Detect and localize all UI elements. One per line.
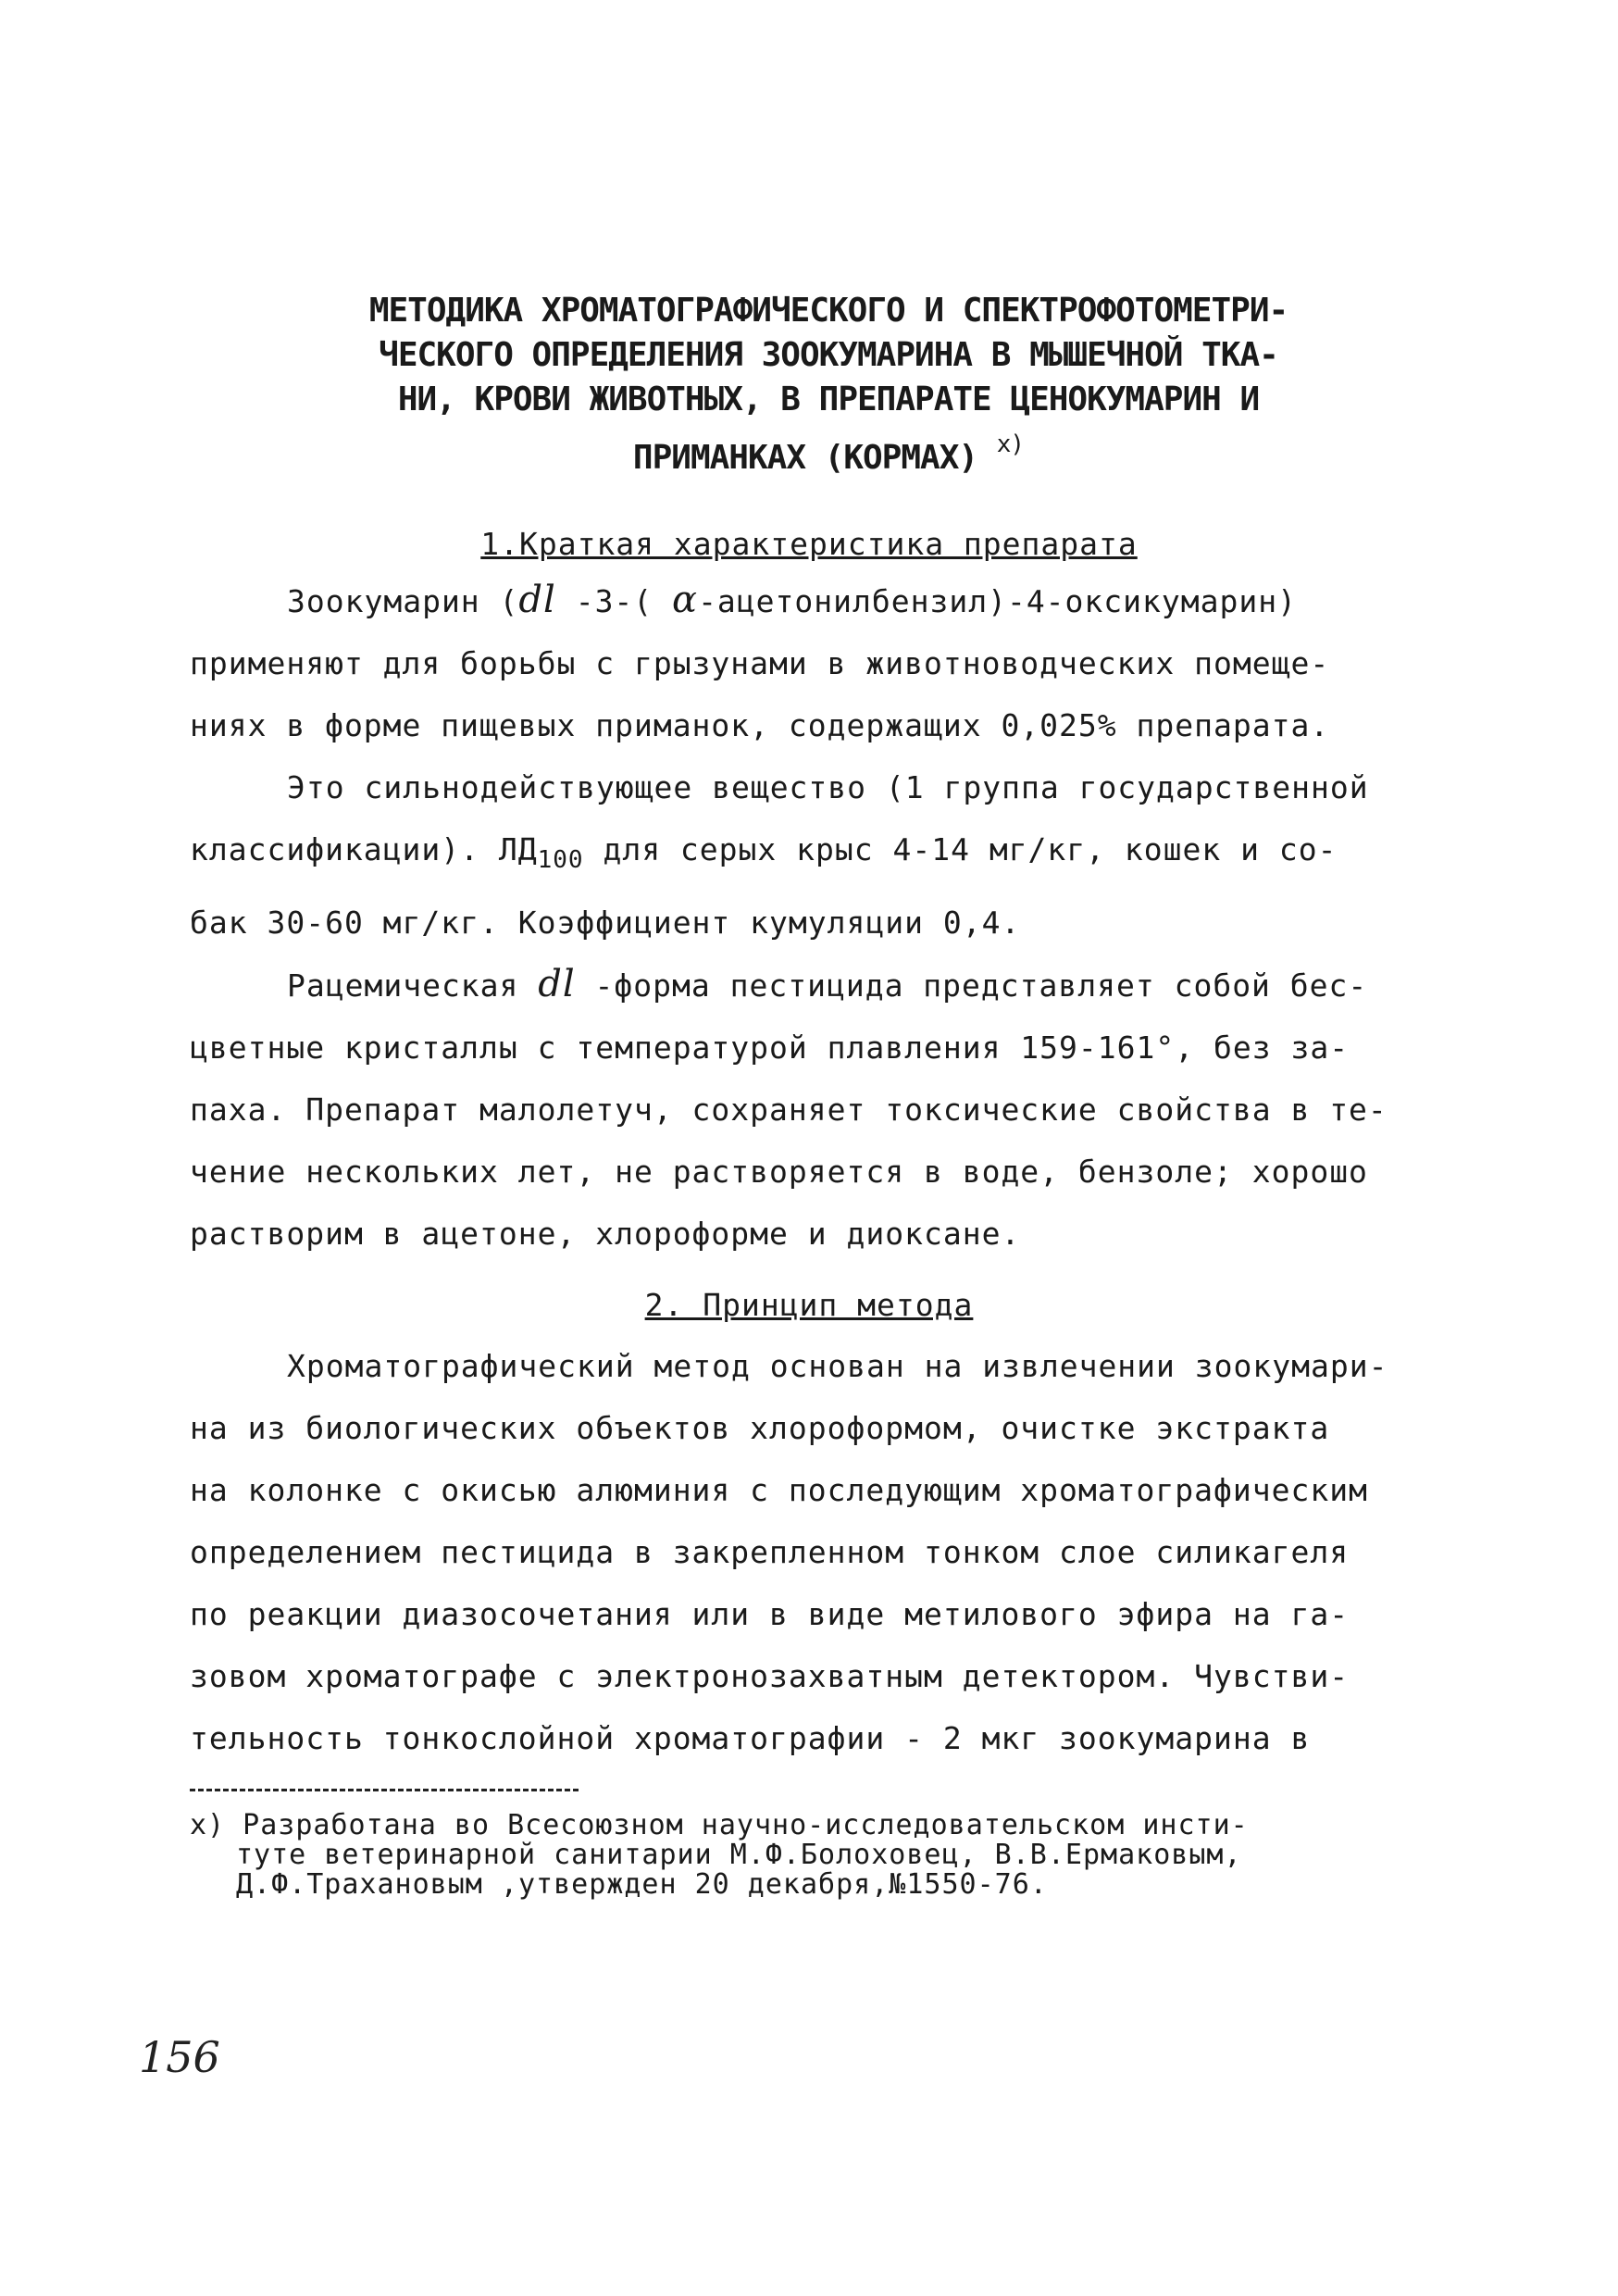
section-heading-2: 2. Принцип метода: [644, 1287, 974, 1323]
text-line: цветные кристаллы с температурой плавления 159-161°, без за-: [190, 1029, 1350, 1066]
section-2-body: [190, 1335, 1467, 1769]
footnote-line: x) Разработана во Всесоюзном научно-исследовательском инсти-: [190, 1809, 1249, 1841]
section-heading-1: 1.Краткая характеристика препарата: [480, 526, 1138, 562]
title-line-text: ПРИМАНКАХ (КОРМАХ): [632, 439, 978, 477]
text-line: ниях в форме пищевых приманок, содержащих 0,025% препарата.: [190, 707, 1330, 743]
text-line: [190, 818, 1467, 892]
text-line: [190, 954, 1467, 1017]
document-title: [315, 289, 1342, 480]
footnote-mark: x): [996, 430, 1025, 458]
text-line: чение нескольких лет, не растворяется в воде, бензоле; хорошо: [190, 1154, 1368, 1190]
text-line: на из биологических объектов хлороформом, очистке экстракта: [190, 1410, 1330, 1446]
text-line: Это сильнодействующее вещество (1 группа государственной: [287, 769, 1369, 805]
text-fragment: Зоокумарин (: [287, 583, 519, 619]
subscript: 100: [537, 846, 584, 874]
title-line: МЕТОДИКА ХРОМАТОГРАФИЧЕСКОГО И СПЕКТРОФОТОМЕТРИ-: [368, 292, 1288, 330]
text-line: по реакции диазосочетания или в виде метилового эфира на га-: [190, 1596, 1350, 1632]
text-fragment: -форма пестицида представляет собой бес-: [575, 967, 1368, 1004]
text-line: бак 30-60 мг/кг. Коэффициент кумуляции 0,4.: [190, 905, 1021, 941]
footnote-divider: [190, 1789, 579, 1791]
text-line: Хроматографический метод основан на извлечении зоокумари-: [287, 1348, 1388, 1384]
title-line: НИ, КРОВИ ЖИВОТНЫХ, В ПРЕПАРАТЕ ЦЕНОКУМАРИН И: [397, 381, 1260, 418]
text-fragment: -3-(: [555, 583, 673, 619]
text-fragment: для серых крыс 4-14 мг/кг, кошек и со-: [583, 831, 1338, 867]
text-line: паха. Препарат малолетуч, сохраняет токсические свойства в те-: [190, 1092, 1388, 1128]
dl-symbol: dl: [518, 579, 556, 621]
title-line: ЧЕСКОГО ОПРЕДЕЛЕНИЯ ЗООКУМАРИНА В МЫШЕЧНОЙ ТКА-: [379, 336, 1278, 374]
text-line: тельность тонкослойной хроматографии - 2 мкг зоокумарина в: [190, 1720, 1311, 1756]
title-line: [315, 422, 1342, 480]
footnote-line: туте ветеринарной санитарии М.Ф.Болоховец, В.В.Ермаковым,: [236, 1839, 1242, 1871]
text-fragment: классификации). ЛД: [190, 831, 538, 867]
alpha-symbol: α: [672, 579, 699, 621]
text-line: на колонке с окисью алюминия с последующим хроматографическим: [190, 1472, 1368, 1508]
text-line: зовом хроматографе с электронозахватным детектором. Чувстви-: [190, 1658, 1350, 1694]
page-number: 156: [139, 2032, 220, 2082]
footnote-line: Д.Ф.Трахановым ,утвержден 20 декабря,№1550-76.: [236, 1868, 1048, 1901]
text-line: [190, 569, 1467, 632]
dl-symbol: dl: [538, 963, 576, 1005]
text-line: определением пестицида в закрепленном тонком слое силикагеля: [190, 1534, 1350, 1570]
footnote: [190, 1811, 1486, 1900]
text-line: растворим в ацетоне, хлороформе и диоксане.: [190, 1216, 1021, 1252]
text-line: применяют для борьбы с грызунами в животноводческих помеще-: [190, 645, 1330, 681]
text-fragment: Рацемическая: [287, 967, 539, 1004]
section-1-body: [190, 569, 1467, 1265]
text-fragment: -ацетонилбензил)-4-оксикумарин): [698, 583, 1297, 619]
